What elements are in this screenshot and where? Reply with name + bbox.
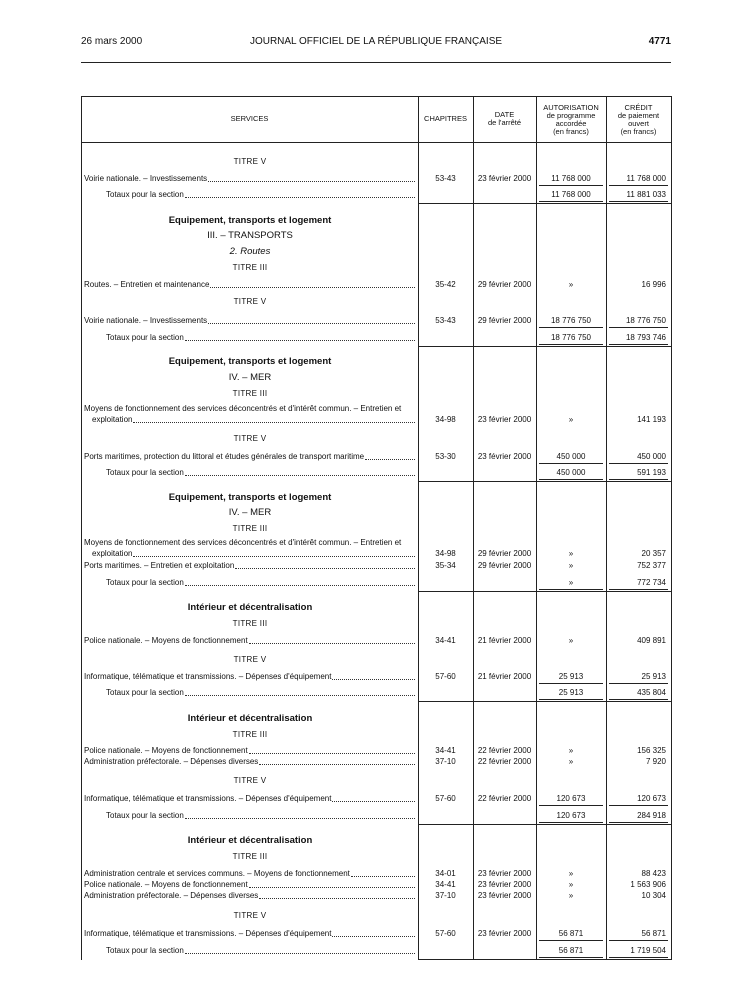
chapitre-code: 34-98 bbox=[435, 549, 456, 558]
service-label-line bbox=[84, 280, 416, 290]
leader-dots bbox=[133, 556, 415, 557]
credit-value: 18 776 750 bbox=[625, 316, 666, 325]
service-label: Voirie nationale. – Investissements bbox=[84, 174, 208, 183]
credit-value: 409 891 bbox=[637, 636, 666, 645]
arrete-date: 22 février 2000 bbox=[477, 746, 532, 755]
credit-underline bbox=[609, 463, 668, 464]
arrete-date: 23 février 2000 bbox=[477, 415, 532, 424]
service-label-line bbox=[84, 757, 416, 767]
credit-value: 25 913 bbox=[641, 672, 666, 681]
arrete-date: 29 février 2000 bbox=[477, 280, 532, 289]
total-credit: 18 793 746 bbox=[625, 333, 666, 342]
autorisation-value: 25 913 bbox=[558, 672, 584, 681]
titre-heading: TITRE III bbox=[232, 619, 268, 628]
section-heading: III. – TRANSPORTS bbox=[207, 230, 293, 241]
service-label: exploitation bbox=[92, 415, 133, 424]
header-date: 26 mars 2000 bbox=[81, 36, 143, 47]
leader-dots bbox=[185, 953, 415, 954]
ministry-heading: Intérieur et décentralisation bbox=[187, 602, 313, 613]
totaux-line bbox=[106, 333, 416, 343]
total-autorisation: 25 913 bbox=[558, 688, 584, 697]
autorisation-value: 18 776 750 bbox=[550, 316, 592, 325]
total-underline bbox=[539, 201, 603, 202]
service-label: Ports maritimes, protection du littoral et études générales de transport maritime bbox=[84, 452, 365, 461]
col-border-left bbox=[81, 96, 82, 960]
totaux-label: Totaux pour la section bbox=[106, 333, 184, 342]
service-label: Police nationale. – Moyens de fonctionnement bbox=[84, 746, 248, 755]
section-heading: IV. – MER bbox=[228, 507, 272, 518]
totaux-label: Totaux pour la section bbox=[106, 190, 184, 199]
ministry-heading: Equipement, transports et logement bbox=[168, 492, 332, 503]
autorisation-value: » bbox=[568, 415, 574, 424]
leader-dots bbox=[133, 422, 415, 423]
service-label-line bbox=[84, 561, 416, 571]
section-separator bbox=[418, 824, 671, 825]
total-underline bbox=[609, 957, 668, 958]
totaux-line bbox=[106, 190, 416, 200]
service-label-line bbox=[84, 891, 416, 901]
service-label: Informatique, télématique et transmissions. – Dépenses d'équipement bbox=[84, 929, 332, 938]
leader-dots bbox=[185, 818, 415, 819]
leader-dots bbox=[249, 643, 415, 644]
titre-heading: TITRE III bbox=[232, 852, 268, 861]
total-underline bbox=[609, 479, 668, 480]
service-label: Police nationale. – Moyens de fonctionnement bbox=[84, 880, 248, 889]
credit-value: 141 193 bbox=[637, 415, 666, 424]
totaux-line bbox=[106, 578, 416, 588]
service-label: Administration centrale et services communs. – Moyens de fonctionnement bbox=[84, 869, 350, 878]
leader-dots bbox=[249, 753, 415, 754]
autorisation-underline bbox=[539, 185, 603, 186]
credit-value: 120 673 bbox=[637, 794, 666, 803]
table-bottom-border bbox=[418, 959, 671, 960]
chapitre-code: 34-41 bbox=[435, 746, 456, 755]
total-autorisation: » bbox=[568, 578, 574, 587]
autorisation-value: 120 673 bbox=[556, 794, 586, 803]
autorisation-underline bbox=[539, 463, 603, 464]
autorisation-value: » bbox=[568, 880, 574, 889]
service-label: Informatique, télématique et transmissions. – Dépenses d'équipement bbox=[84, 794, 332, 803]
titre-heading: TITRE III bbox=[232, 730, 268, 739]
leader-dots bbox=[249, 887, 415, 888]
chapitre-code: 57-60 bbox=[435, 672, 456, 681]
col-border-chapitres bbox=[473, 96, 474, 960]
titre-heading: TITRE V bbox=[233, 776, 267, 785]
leader-dots bbox=[332, 801, 415, 802]
arrete-date: 23 février 2000 bbox=[477, 174, 532, 183]
leader-dots bbox=[185, 475, 415, 476]
leader-dots bbox=[351, 876, 415, 877]
autorisation-value: 450 000 bbox=[556, 452, 586, 461]
col-header-autorisation: AUTORISATION de programme accordée (en francs) bbox=[543, 103, 599, 136]
total-underline bbox=[539, 589, 603, 590]
arrete-date: 23 février 2000 bbox=[477, 880, 532, 889]
credit-underline bbox=[609, 185, 668, 186]
section-separator bbox=[418, 481, 671, 482]
section-separator bbox=[418, 591, 671, 592]
leader-dots bbox=[185, 340, 415, 341]
credit-value: 156 325 bbox=[637, 746, 666, 755]
titre-heading: TITRE V bbox=[233, 157, 267, 166]
arrete-date: 23 février 2000 bbox=[477, 869, 532, 878]
total-autorisation: 11 768 000 bbox=[551, 190, 591, 199]
arrete-date: 23 février 2000 bbox=[477, 891, 532, 900]
totaux-label: Totaux pour la section bbox=[106, 811, 184, 820]
chapitre-code: 57-60 bbox=[435, 929, 456, 938]
service-label-line bbox=[84, 869, 416, 879]
credit-value: 450 000 bbox=[637, 452, 666, 461]
chapitre-code: 35-34 bbox=[435, 561, 456, 570]
total-autorisation: 450 000 bbox=[556, 468, 586, 477]
autorisation-value: 11 768 000 bbox=[551, 174, 591, 183]
autorisation-value: » bbox=[568, 869, 574, 878]
chapitre-code: 53-43 bbox=[435, 316, 456, 325]
col-border-date bbox=[536, 96, 537, 960]
page-header bbox=[81, 36, 671, 50]
leader-dots bbox=[332, 936, 415, 937]
chapitre-code: 35-42 bbox=[435, 280, 456, 289]
service-label: Informatique, télématique et transmissions. – Dépenses d'équipement bbox=[84, 672, 332, 681]
ministry-heading: Intérieur et décentralisation bbox=[187, 835, 313, 846]
service-label: Administration préfectorale. – Dépenses diverses bbox=[84, 891, 259, 900]
section-separator bbox=[418, 346, 671, 347]
autorisation-value: 56 871 bbox=[558, 929, 584, 938]
leader-dots bbox=[185, 585, 415, 586]
totaux-label: Totaux pour la section bbox=[106, 468, 184, 477]
total-underline bbox=[539, 344, 603, 345]
service-label-line bbox=[84, 880, 416, 890]
leader-dots bbox=[208, 323, 415, 324]
total-credit: 772 734 bbox=[637, 578, 666, 587]
total-credit: 1 719 504 bbox=[630, 946, 666, 955]
leader-dots bbox=[365, 459, 415, 460]
credit-value: 16 996 bbox=[641, 280, 666, 289]
arrete-date: 29 février 2000 bbox=[477, 561, 532, 570]
leader-dots bbox=[332, 679, 415, 680]
total-credit: 435 804 bbox=[637, 688, 666, 697]
autorisation-value: » bbox=[568, 280, 574, 289]
section-separator bbox=[418, 701, 671, 702]
credit-underline bbox=[609, 940, 668, 941]
service-label-line bbox=[84, 672, 416, 682]
credit-value: 11 768 000 bbox=[626, 174, 666, 183]
service-label-line bbox=[84, 636, 416, 646]
autorisation-underline bbox=[539, 805, 603, 806]
header-title: JOURNAL OFFICIEL DE LA RÉPUBLIQUE FRANÇAISE bbox=[249, 36, 503, 47]
page-number: 4771 bbox=[648, 36, 671, 47]
service-label: Police nationale. – Moyens de fonctionnement bbox=[84, 636, 248, 645]
total-autorisation: 56 871 bbox=[558, 946, 584, 955]
service-label-line bbox=[84, 316, 416, 326]
service-label: Routes. – Entretien et maintenance bbox=[84, 280, 210, 289]
autorisation-value: » bbox=[568, 549, 574, 558]
total-underline bbox=[609, 201, 668, 202]
col-header-date: DATE de l'arrêté bbox=[487, 110, 522, 127]
autorisation-underline bbox=[539, 327, 603, 328]
table-top-border bbox=[81, 96, 671, 97]
autorisation-underline bbox=[539, 940, 603, 941]
chapitre-code: 57-60 bbox=[435, 794, 456, 803]
subsection-heading: 2. Routes bbox=[229, 246, 271, 257]
total-underline bbox=[609, 822, 668, 823]
credit-value: 10 304 bbox=[641, 891, 666, 900]
totaux-line bbox=[106, 946, 416, 956]
total-underline bbox=[539, 479, 603, 480]
chapitre-code: 53-30 bbox=[435, 452, 456, 461]
arrete-date: 29 février 2000 bbox=[477, 316, 532, 325]
leader-dots bbox=[235, 568, 415, 569]
service-label: exploitation bbox=[92, 549, 133, 558]
total-underline bbox=[609, 344, 668, 345]
titre-heading: TITRE III bbox=[232, 524, 268, 533]
col-header-chapitres: CHAPITRES bbox=[424, 114, 467, 123]
autorisation-value: » bbox=[568, 561, 574, 570]
totaux-line bbox=[106, 468, 416, 478]
autorisation-underline bbox=[539, 683, 603, 684]
service-label-line bbox=[84, 452, 416, 462]
service-label-line bbox=[92, 549, 416, 559]
totaux-label: Totaux pour la section bbox=[106, 946, 184, 955]
service-label-line bbox=[84, 746, 416, 756]
chapitre-code: 34-98 bbox=[435, 415, 456, 424]
ministry-heading: Intérieur et décentralisation bbox=[187, 713, 313, 724]
chapitre-code: 37-10 bbox=[435, 757, 456, 766]
arrete-date: 21 février 2000 bbox=[477, 672, 532, 681]
titre-heading: TITRE V bbox=[233, 655, 267, 664]
service-label-line bbox=[84, 929, 416, 939]
total-underline bbox=[609, 589, 668, 590]
credit-value: 1 563 906 bbox=[630, 880, 666, 889]
service-label: Voirie nationale. – Investissements bbox=[84, 316, 208, 325]
total-underline bbox=[539, 957, 603, 958]
chapitre-code: 34-41 bbox=[435, 880, 456, 889]
header-rule bbox=[81, 62, 671, 63]
col-border-right bbox=[671, 96, 672, 960]
col-header-services: SERVICES bbox=[230, 114, 269, 123]
section-heading: IV. – MER bbox=[228, 372, 272, 383]
total-autorisation: 120 673 bbox=[556, 811, 586, 820]
total-credit: 11 881 033 bbox=[626, 190, 666, 199]
credit-underline bbox=[609, 683, 668, 684]
arrete-date: 23 février 2000 bbox=[477, 929, 532, 938]
service-label-wrapped: Moyens de fonctionnement des services déconcentrés et d'intérêt commun. – Entretien et bbox=[84, 538, 402, 547]
chapitre-code: 34-01 bbox=[435, 869, 456, 878]
total-underline bbox=[539, 822, 603, 823]
service-label-line bbox=[92, 415, 416, 425]
arrete-date: 21 février 2000 bbox=[477, 636, 532, 645]
titre-heading: TITRE V bbox=[233, 911, 267, 920]
leader-dots bbox=[259, 764, 415, 765]
chapitre-code: 37-10 bbox=[435, 891, 456, 900]
leader-dots bbox=[208, 181, 415, 182]
credit-value: 88 423 bbox=[641, 869, 666, 878]
service-label-line bbox=[84, 174, 416, 184]
arrete-date: 22 février 2000 bbox=[477, 757, 532, 766]
totaux-line bbox=[106, 811, 416, 821]
credit-value: 56 871 bbox=[641, 929, 666, 938]
arrete-date: 22 février 2000 bbox=[477, 794, 532, 803]
leader-dots bbox=[185, 197, 415, 198]
table-header-bottom-border bbox=[81, 142, 671, 143]
autorisation-value: » bbox=[568, 757, 574, 766]
col-border-services bbox=[418, 96, 419, 960]
autorisation-value: » bbox=[568, 746, 574, 755]
credit-underline bbox=[609, 805, 668, 806]
service-label: Administration préfectorale. – Dépenses diverses bbox=[84, 757, 259, 766]
total-credit: 284 918 bbox=[637, 811, 666, 820]
titre-heading: TITRE V bbox=[233, 297, 267, 306]
total-credit: 591 193 bbox=[637, 468, 666, 477]
autorisation-value: » bbox=[568, 636, 574, 645]
ministry-heading: Equipement, transports et logement bbox=[168, 356, 332, 367]
credit-value: 752 377 bbox=[637, 561, 666, 570]
credit-value: 20 357 bbox=[641, 549, 666, 558]
titre-heading: TITRE III bbox=[232, 389, 268, 398]
totaux-line bbox=[106, 688, 416, 698]
arrete-date: 29 février 2000 bbox=[477, 549, 532, 558]
totaux-label: Totaux pour la section bbox=[106, 688, 184, 697]
service-label-line bbox=[84, 794, 416, 804]
credit-underline bbox=[609, 327, 668, 328]
leader-dots bbox=[185, 695, 415, 696]
arrete-date: 23 février 2000 bbox=[477, 452, 532, 461]
chapitre-code: 34-41 bbox=[435, 636, 456, 645]
chapitre-code: 53-43 bbox=[435, 174, 456, 183]
leader-dots bbox=[259, 898, 415, 899]
total-autorisation: 18 776 750 bbox=[550, 333, 592, 342]
col-header-credit: CRÉDIT de paiement ouvert (en francs) bbox=[617, 103, 660, 136]
titre-heading: TITRE V bbox=[233, 434, 267, 443]
totaux-label: Totaux pour la section bbox=[106, 578, 184, 587]
autorisation-value: » bbox=[568, 891, 574, 900]
titre-heading: TITRE III bbox=[232, 263, 268, 272]
section-separator bbox=[418, 203, 671, 204]
credit-value: 7 920 bbox=[645, 757, 666, 766]
total-underline bbox=[609, 699, 668, 700]
total-underline bbox=[539, 699, 603, 700]
ministry-heading: Equipement, transports et logement bbox=[168, 215, 332, 226]
service-label-wrapped: Moyens de fonctionnement des services déconcentrés et d'intérêt commun. – Entretien et bbox=[84, 404, 402, 413]
col-border-autorisation bbox=[606, 96, 607, 960]
leader-dots bbox=[210, 287, 415, 288]
service-label: Ports maritimes. – Entretien et exploitation bbox=[84, 561, 235, 570]
